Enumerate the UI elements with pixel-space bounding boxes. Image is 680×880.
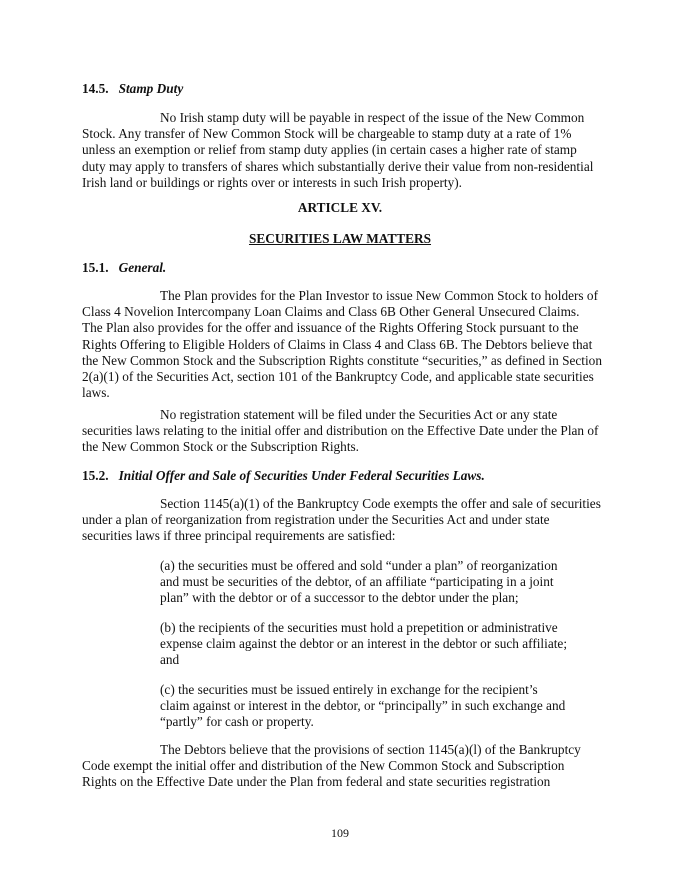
section-number: 15.1. bbox=[82, 260, 109, 275]
section-number: 14.5. bbox=[82, 81, 109, 96]
page-number: 109 bbox=[331, 826, 349, 840]
section-number: 15.2. bbox=[82, 468, 109, 483]
general-paragraph-2: No registration statement will be filed under the Securities Act or any state securities laws relating to the initial offer and distribution on the Effective Date under the Plan of the New Common Stock or the Subscription Rights. bbox=[82, 407, 599, 455]
requirement-item-c: (c) the securities must be issued entirely in exchange for the recipient’s claim against or interest in the debtor, or “principally” in such exchange and “partly” for cash or property. bbox=[160, 682, 566, 730]
section-title: Stamp Duty bbox=[118, 81, 184, 96]
article-title bbox=[0, 231, 680, 247]
section-14-5-heading bbox=[82, 81, 183, 97]
debtors-belief-paragraph: The Debtors believe that the provisions of section 1145(a)(l) of the Bankruptcy Code exempt the initial offer and distribution of the New Common Stock and Subscription Rights on the Effective Date under the Plan from federal and state securities registration bbox=[82, 742, 581, 790]
stamp-duty-paragraph: No Irish stamp duty will be payable in respect of the issue of the New Common Stock. Any transfer of New Common Stock will be chargeable to stamp duty at a rate of 1% unless an exemption or relief from stamp duty applies (in certain cases a higher rate of stamp duty may apply to transfers of shares which substantially derive their value from non-residential Irish land or buildings or rights over or interests in such Irish property). bbox=[82, 110, 594, 190]
requirement-item-b: (b) the recipients of the securities must hold a prepetition or administrative expense claim against the debtor or an interest in the debtor or such affiliate; and bbox=[160, 620, 568, 668]
section-15-1-heading bbox=[82, 260, 166, 276]
initial-offer-paragraph: Section 1145(a)(1) of the Bankruptcy Code exempts the offer and sale of securities under a plan of reorganization from registration under the Securities Act and under state securities laws if three principal requirements are satisfied: bbox=[82, 496, 601, 544]
article-label: ARTICLE XV. bbox=[297, 200, 383, 215]
section-title: General. bbox=[118, 260, 167, 275]
general-paragraph-1: The Plan provides for the Plan Investor to issue New Common Stock to holders of Class 4 Novelion Intercompany Loan Claims and Class 6B Other General Unsecured Claims. The Plan also provides for the offer and issuance of the Rights Offering Stock pursuant to the Rights Offering to Eligible Holders of Claims in Class 4 and Class 6B. The Debtors believe that the New Common Stock and the Subscription Rights constitute “securities,” as defined in Section 2(a)(1) of the Securities Act, section 101 of the Bankruptcy Code, and applicable state securities laws. bbox=[82, 288, 602, 401]
section-15-2-heading bbox=[82, 468, 485, 484]
article-title-text: SECURITIES LAW MATTERS bbox=[248, 231, 432, 246]
requirement-item-a: (a) the securities must be offered and sold “under a plan” of reorganization and must be securities of the debtor, of an affiliate “participating in a joint plan” with the debtor or of a successor to the debtor under the plan; bbox=[160, 558, 558, 606]
section-title: Initial Offer and Sale of Securities Under Federal Securities Laws. bbox=[118, 468, 485, 483]
